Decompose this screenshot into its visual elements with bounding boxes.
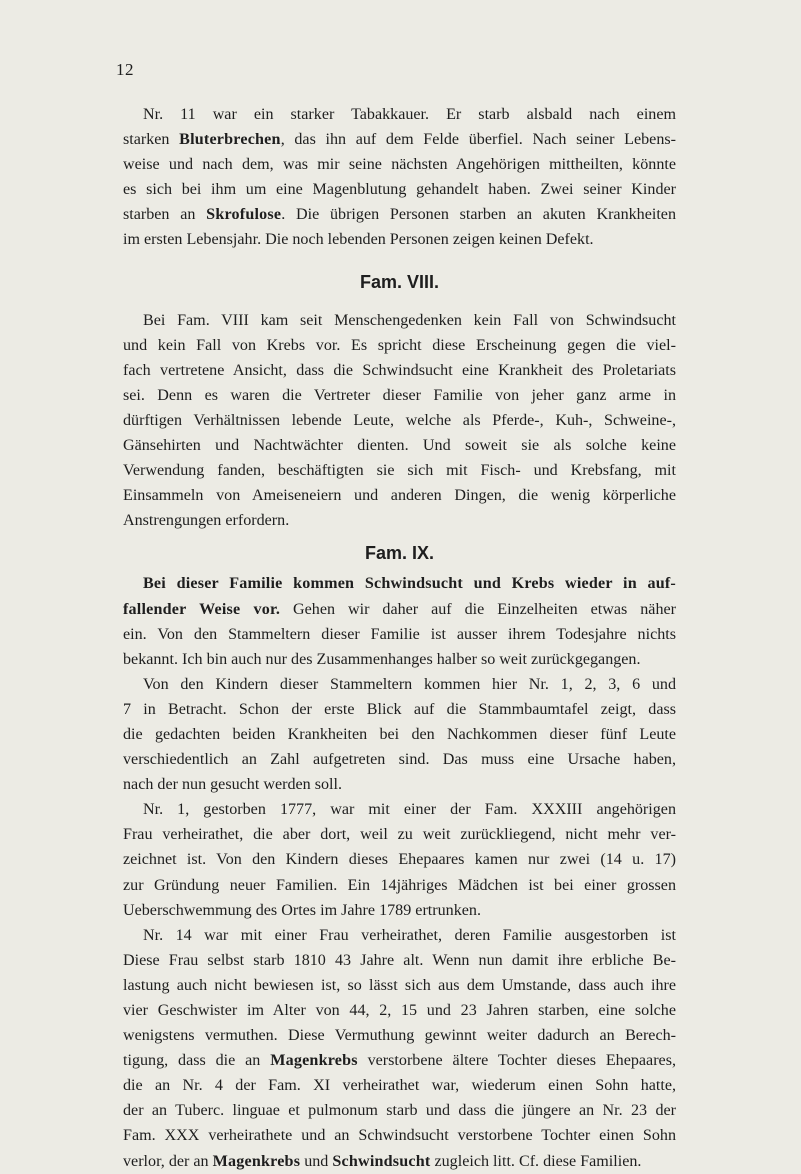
text-line [123, 722, 676, 747]
text-run: 7 in Betracht. Schon der erste Blick auf die Stammbaumtafel zeigt, dass [123, 700, 676, 718]
text-run: Nr. 1, gestorben 1777, war mit einer der Fam. XXXIII angehörigen [143, 801, 676, 819]
text-line [123, 647, 676, 672]
text-run: starken [123, 131, 180, 149]
body-text [123, 102, 676, 1174]
text-line [123, 458, 676, 483]
text-line [123, 747, 676, 772]
bold-emphasis: Schwindsucht [332, 1152, 431, 1170]
text-run: Verwendung fanden, beschäftigten sie sich mit Fisch- und Krebsfang, mit [123, 462, 676, 480]
text-line [123, 1048, 676, 1073]
text-line [123, 177, 676, 202]
text-run: Anstrengungen erfordern. [123, 512, 290, 530]
bold-emphasis: Skrofulose [206, 206, 282, 224]
bold-emphasis: Magenkrebs [212, 1152, 301, 1170]
text-run: zugleich litt. Cf. diese Familien. [430, 1152, 642, 1170]
text-line [123, 1098, 676, 1123]
section-heading-fam-ix: Fam. IX. [364, 543, 435, 564]
text-run: die gedachten beiden Krankheiten bei den Nachkommen dieser fünf Leute [123, 725, 676, 743]
text-line [123, 973, 676, 998]
text-run: Bei Fam. VIII kam seit Menschengedenken kein Fall von Schwindsucht [143, 311, 676, 329]
text-line [123, 898, 676, 923]
bold-emphasis: fallender Weise vor. [123, 600, 281, 618]
text-line [123, 772, 676, 797]
text-line [123, 202, 676, 227]
text-line [123, 152, 676, 177]
text-run: tigung, dass die an [123, 1052, 271, 1070]
paragraph [123, 571, 676, 671]
paragraph [123, 308, 676, 534]
bold-emphasis: Magenkrebs [270, 1052, 358, 1070]
paragraph [123, 797, 676, 922]
text-run: und kein Fall von Krebs vor. Es spricht diese Erscheinung gegen die viel- [123, 336, 676, 354]
text-run: lastung auch nicht bewiesen ist, so lässt sich aus dem Umstande, dass auch ihre [123, 976, 676, 994]
text-run: verlor, der an [123, 1152, 213, 1170]
text-run: bekannt. Ich bin auch nur des Zusammenhanges halber so weit zurückgegangen. [123, 650, 641, 668]
page-number: 12 [116, 60, 134, 79]
text-run: und [300, 1152, 333, 1170]
text-line [123, 948, 676, 973]
bold-emphasis: Bluterbrechen [179, 131, 281, 149]
text-line [123, 383, 676, 408]
text-run: zeichnet ist. Von den Kindern dieses Ehepaares kamen nur zwei (14 u. 17) [123, 851, 676, 869]
text-run: sei. Denn es waren die Vertreter dieser Familie von jeher ganz arme in [123, 386, 676, 404]
text-line [123, 358, 676, 383]
text-line [123, 127, 676, 152]
text-run: nach der nun gesucht werden soll. [123, 776, 342, 794]
text-run: verstorbene ältere Tochter dieses Ehepaares, [357, 1052, 676, 1070]
text-line [123, 1073, 676, 1098]
text-run: Frau verheirathet, die aber dort, weil zu weit zurückliegend, nicht mehr ver- [123, 826, 676, 844]
text-line [123, 1149, 676, 1174]
bold-emphasis: Bei dieser Familie kommen Schwindsucht und Krebs wieder in auf- [143, 575, 676, 593]
text-run: Gänsehirten und Nachtwächter dienten. Und soweit sie als solche keine [123, 437, 676, 455]
text-run: Einsammeln von Ameiseneiern und anderen Dingen, die wenig körperliche [123, 487, 676, 505]
text-run: . Die übrigen Personen starben an akuten Krankheiten [281, 206, 676, 224]
text-line [123, 923, 676, 948]
text-line [123, 998, 676, 1023]
text-run: vier Geschwister im Alter von 44, 2, 15 und 23 Jahren starben, eine solche [123, 1002, 676, 1019]
text-line [123, 847, 676, 872]
text-run: Fam. XXX verheirathete und an Schwindsucht verstorbene Tochter einen Sohn [123, 1127, 676, 1145]
paragraph [123, 102, 676, 253]
text-line [123, 597, 676, 622]
text-line [123, 508, 676, 533]
text-run: wenigstens vermuthen. Diese Vermuthung gewinnt weiter dadurch an Berech- [123, 1027, 676, 1045]
paragraph [123, 672, 676, 797]
text-line [123, 697, 676, 722]
text-run: im ersten Lebensjahr. Die noch lebenden Personen zeigen keinen Defekt. [123, 231, 594, 249]
text-run: fach vertretene Ansicht, dass die Schwindsucht eine Krankheit des Proletariats [123, 361, 676, 379]
text-run: starben an [123, 206, 207, 224]
text-run: zur Gründung neuer Familien. Ein 14jähriges Mädchen ist bei einer grossen [123, 876, 676, 894]
text-line [123, 571, 676, 596]
text-run: Nr. 14 war mit einer Frau verheirathet, deren Familie ausgestorben ist [143, 926, 676, 944]
text-run: weise und nach dem, was mir seine nächsten Angehörigen mittheilten, könnte [123, 156, 676, 174]
text-run: ein. Von den Stammeltern dieser Familie ist ausser ihrem Todesjahre nichts [123, 625, 676, 643]
text-line [123, 797, 676, 822]
text-run: Gehen wir daher auf die Einzelheiten etwas näher [280, 600, 677, 618]
text-run: es sich bei ihm um eine Magenblutung gehandelt haben. Zwei seiner Kinder [123, 181, 676, 199]
text-line [123, 672, 676, 697]
text-run: Diese Frau selbst starb 1810 43 Jahre alt. Wenn nun damit ihre erbliche Be- [123, 951, 676, 969]
text-run: , das ihn auf dem Felde überfiel. Nach seiner Lebens- [280, 131, 676, 149]
text-line [123, 408, 676, 433]
text-run: Von den Kindern dieser Stammeltern kommen hier Nr. 1, 2, 3, 6 und [143, 675, 676, 693]
text-line [123, 1123, 676, 1148]
text-run: Ueberschwemmung des Ortes im Jahre 1789 ertrunken. [123, 901, 481, 919]
paragraph [123, 923, 676, 1174]
text-run: der an Tuberc. linguae et pulmonum starb und dass die jüngere an Nr. 23 der [123, 1102, 676, 1120]
text-run: Nr. 11 war ein starker Tabakkauer. Er starb alsbald nach einem [143, 106, 676, 123]
text-line [123, 433, 676, 458]
text-run: verschiedentlich an Zahl aufgetreten sind. Das muss eine Ursache haben, [123, 751, 676, 769]
text-line [123, 308, 676, 333]
text-line [123, 333, 676, 358]
text-line [123, 102, 676, 127]
text-line [123, 622, 676, 647]
text-run: dürftigen Verhältnissen lebende Leute, welche als Pferde-, Kuh-, Schweine-, [123, 411, 676, 429]
text-line [123, 1023, 676, 1048]
section-heading-fam-viii: Fam. VIII. [359, 271, 440, 292]
text-run: die an Nr. 4 der Fam. XI verheirathet war, wiederum einen Sohn hatte, [123, 1077, 676, 1095]
text-line [123, 822, 676, 847]
text-line [123, 873, 676, 898]
text-line [123, 227, 676, 252]
text-line [123, 483, 676, 508]
